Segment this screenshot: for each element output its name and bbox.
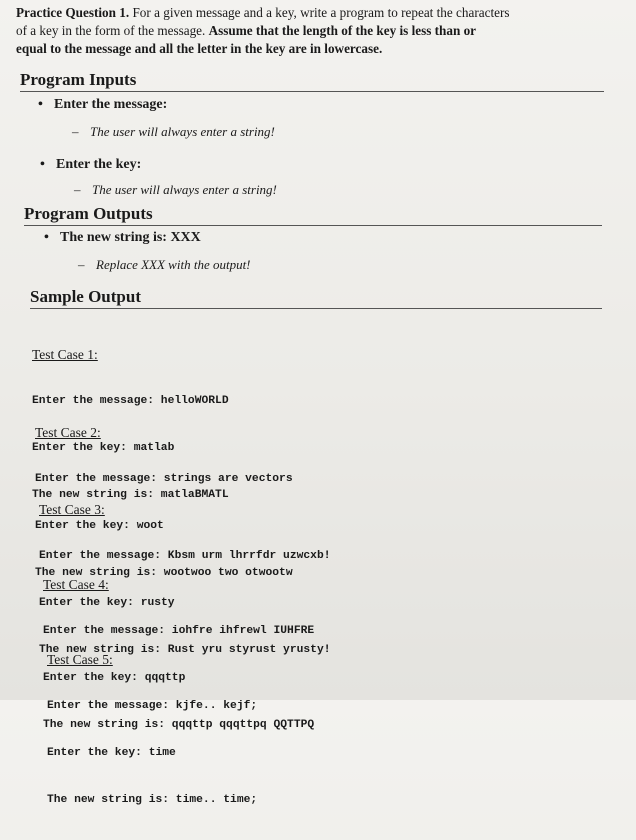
test-case-line: Enter the key: rusty xyxy=(39,597,175,610)
test-case-line: The new string is: qqqttp qqqttpq QQTTPQ xyxy=(43,718,315,731)
inputs-heading xyxy=(20,70,604,92)
input-item-message xyxy=(38,97,167,113)
input-note-message xyxy=(72,124,275,140)
test-case-line: Enter the message: iohfre ihfrewl IUHFRE xyxy=(43,625,315,638)
test-case-line: Enter the key: time xyxy=(47,747,176,760)
question-label: Practice Question 1. xyxy=(16,5,130,20)
test-case-line: Enter the message: kjfe.. kejf; xyxy=(47,700,258,713)
dash-icon: – xyxy=(78,257,85,272)
test-case-title: Test Case 4: xyxy=(43,577,109,593)
bullet-icon: • xyxy=(40,157,45,172)
test-case-title: Test Case 1: xyxy=(32,347,98,363)
inputs-heading-text: Program Inputs xyxy=(20,70,137,89)
test-case-5 xyxy=(47,621,257,840)
output-item-label: The new string is: XXX xyxy=(60,230,201,245)
input-item-label: Enter the message: xyxy=(54,97,168,112)
outputs-heading-text: Program Outputs xyxy=(24,204,153,223)
test-case-title: Test Case 3: xyxy=(39,502,105,518)
input-note-key xyxy=(74,182,277,198)
output-note xyxy=(78,257,251,273)
sample-heading xyxy=(30,287,602,309)
input-note-text: The user will always enter a string! xyxy=(90,124,275,139)
question-line2b: Assume that the length of the key is less than or xyxy=(208,23,477,38)
question-text xyxy=(16,4,616,58)
test-case-line: The new string is: Rust yru styrust yrusty! xyxy=(39,643,331,656)
question-line1: For a given message and a key, write a program to repeat the characters xyxy=(129,5,510,20)
sample-heading-text: Sample Output xyxy=(30,287,141,306)
question-line2a: of a key in the form of the message. xyxy=(16,23,209,38)
output-item xyxy=(44,230,201,246)
bullet-icon: • xyxy=(38,97,43,112)
test-case-line: The new string is: time.. time; xyxy=(47,793,258,806)
dash-icon: – xyxy=(74,182,81,197)
input-note-text: The user will always enter a string! xyxy=(92,182,277,197)
test-case-line: Enter the message: helloWORLD xyxy=(32,395,229,408)
dash-icon: – xyxy=(72,124,79,139)
test-case-title: Test Case 2: xyxy=(35,425,101,441)
input-item-key xyxy=(40,157,141,173)
test-case-line: Enter the key: matlab xyxy=(32,442,175,455)
test-case-title: Test Case 5: xyxy=(47,652,113,668)
test-case-line: Enter the key: woot xyxy=(35,520,164,533)
input-item-label: Enter the key: xyxy=(56,157,142,172)
question-line3: equal to the message and all the letter in the key are in lowercase. xyxy=(16,41,383,56)
outputs-heading xyxy=(24,204,602,226)
test-case-line: Enter the message: strings are vectors xyxy=(35,473,293,486)
test-case-line: Enter the message: Kbsm urm lhrrfdr uzwcxb! xyxy=(39,550,331,563)
test-case-line: Enter the key: qqqttp xyxy=(43,672,186,685)
output-note-text: Replace XXX with the output! xyxy=(96,257,251,272)
test-case-line: The new string is: matlaBMATL xyxy=(32,488,229,501)
bullet-icon: • xyxy=(44,230,49,245)
test-case-line: The new string is: wootwoo two otwootw xyxy=(35,566,293,579)
